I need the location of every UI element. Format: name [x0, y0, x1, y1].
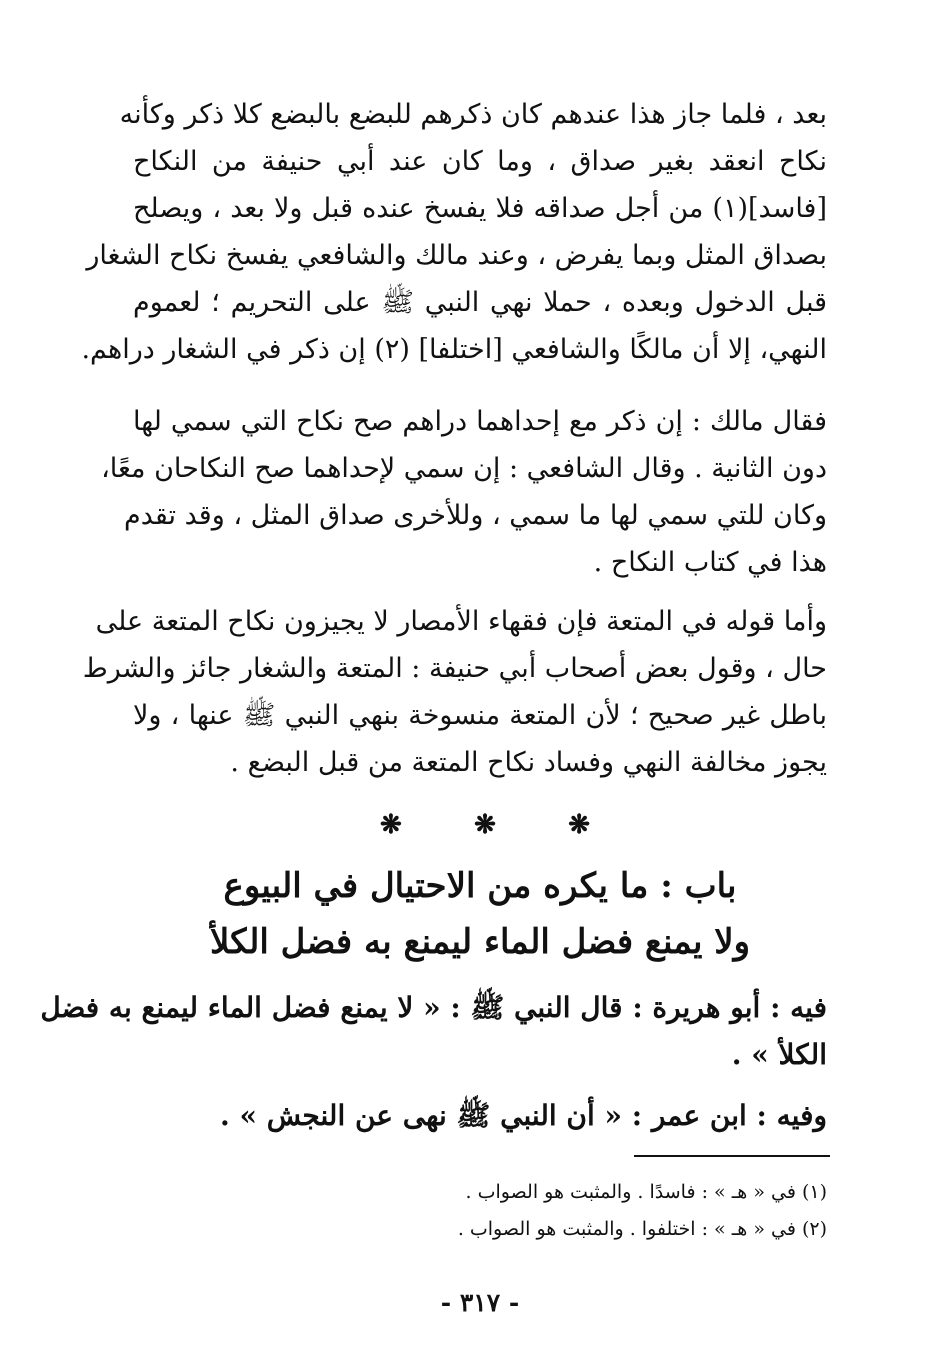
text-line: فقال مالك : إن ذكر مع إحداهما دراهم صح نكاح التي سمي لها [133, 406, 827, 437]
text-line: فيه : أبو هريرة : قال النبي ﷺ : « لا يمنع فضل الماء ليمنع به فضل [40, 991, 827, 1024]
text-line: النهي، إلا أن مالكًا والشافعي [اختلفا] (٢) إن ذكر في الشغار دراهم. [81, 334, 827, 365]
text-line: يجوز مخالفة النهي وفساد نكاح المتعة من قبل البضع . [230, 747, 827, 778]
text-line: وكان للتي سمي لها ما سمي ، وللأخرى صداق المثل ، وقد تقدم [123, 500, 827, 531]
paragraph-3 [82, 598, 827, 786]
text-line: هذا في كتاب النكاح . [593, 547, 827, 578]
text-line: بصداق المثل وبما يفرض ، وعند مالك والشافعي يفسخ نكاح الشغار [86, 240, 827, 271]
text-line: قبل الدخول وبعده ، حملا نهي النبي ﷺ على التحريم ؛ لعموم [133, 287, 827, 318]
text-line: وأما قوله في المتعة فإن فقهاء الأمصار لا يجيزون نكاح المتعة على [95, 606, 827, 637]
chapter-subtitle: ولا يمنع فضل الماء ليمنع به فضل الكلأ [209, 922, 751, 962]
star-ornament-icon: ❋ [380, 810, 402, 840]
text-line: دون الثانية . وقال الشافعي : إن سمي لإحداهما صح النكاحان معًا، [101, 453, 827, 484]
star-ornament-icon: ❋ [568, 810, 590, 840]
star-ornament-icon: ❋ [474, 810, 496, 840]
chapter-title: باب : ما يكره من الاحتيال في البيوع [223, 866, 737, 906]
paragraph-1 [81, 91, 827, 373]
hadith-abu-hurayra [40, 984, 827, 1078]
footnote-1: (١) في « هـ » : فاسدًا . والمثبت هو الصواب . [465, 1181, 827, 1203]
paragraph-2 [101, 398, 827, 586]
text-line: [فاسد](١) من أجل صداقه فلا يفسخ عنده قبل ولا بعد ، ويصلح [133, 193, 827, 224]
text-line: نكاح انعقد بغير صداق ، وما كان عند أبي حنيفة من النكاح [133, 146, 827, 177]
text-line: باطل غير صحيح ؛ لأن المتعة منسوخة بنهي النبي ﷺ عنها ، ولا [133, 700, 827, 731]
text-line: بعد ، فلما جاز هذا عندهم كان ذكرهم للبضع بالبضع كلا ذكر وكأنه [119, 99, 827, 130]
footnote-divider [634, 1155, 830, 1157]
section-separator [380, 810, 590, 840]
text-line: وفيه : ابن عمر : « أن النبي ﷺ نهى عن النجش » . [219, 1099, 827, 1132]
footnote-2: (٢) في « هـ » : اختلفوا . والمثبت هو الصواب . [457, 1218, 827, 1240]
page-number: - ٣١٧ - [440, 1288, 520, 1317]
text-line: حال ، وقول بعض أصحاب أبي حنيفة : المتعة والشغار جائز والشرط [82, 653, 827, 684]
hadith-ibn-umar [133, 1092, 827, 1139]
text-line: الكلأ » . [731, 1038, 827, 1071]
